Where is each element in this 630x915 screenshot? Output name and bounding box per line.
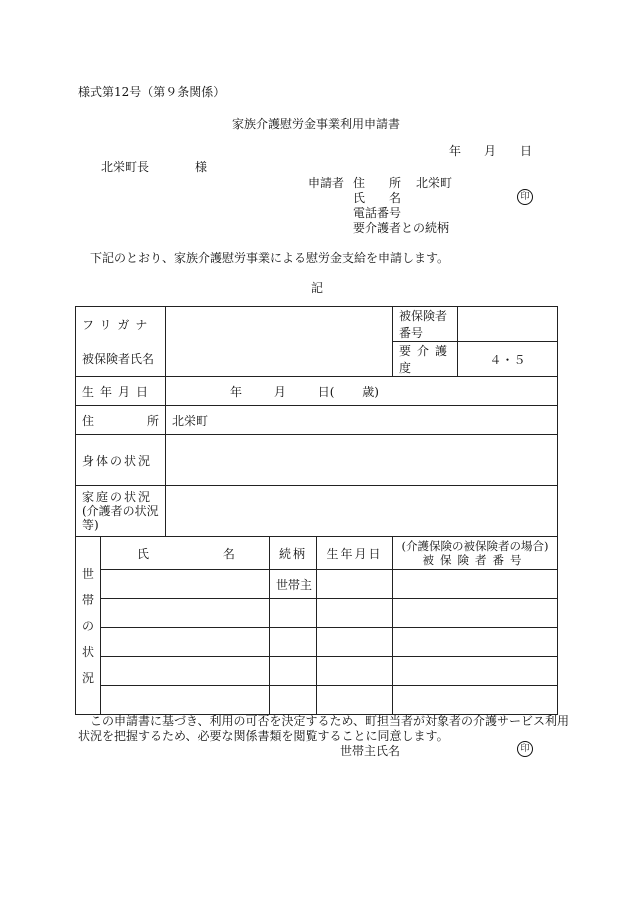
consent-text-line2: 状況を把握するため、必要な関係書類を閲覧することに同意します。 <box>78 729 449 743</box>
addressee-suffix: 様 <box>195 160 208 174</box>
household-relation-cell[interactable] <box>270 599 317 628</box>
date-year-label: 年 <box>449 144 462 158</box>
col-insured-header <box>393 537 558 570</box>
family-label-line3: 等) <box>82 518 99 532</box>
applicant-label: 申請者 <box>308 176 345 190</box>
insured-name-label: 被保険者氏名 <box>76 342 166 377</box>
birth-day-label: 日( <box>317 384 335 399</box>
household-name-cell[interactable] <box>101 570 270 599</box>
address-label-1: 住 <box>82 413 95 428</box>
physical-condition-cell[interactable] <box>166 435 558 486</box>
address-value[interactable]: 北栄町 <box>166 406 558 435</box>
col-name-2: 名 <box>222 546 235 561</box>
household-birth-cell[interactable] <box>317 599 393 628</box>
col-name-header <box>101 537 270 570</box>
household-char: 況 <box>81 670 94 685</box>
family-label-line2: (介護者の状況 <box>82 504 159 518</box>
insured-number-cell[interactable] <box>458 307 558 342</box>
household-insured-cell[interactable] <box>393 599 558 628</box>
physical-condition-label: 身体の状況 <box>76 435 166 486</box>
birth-age-label: 歳) <box>362 384 379 399</box>
head-of-household-name-label: 世帯主氏名 <box>340 744 401 758</box>
applicant-address-label: 住 所 <box>353 176 402 190</box>
household-birth-cell[interactable] <box>317 628 393 657</box>
form-number: 様式第12号（第９条関係） <box>78 85 226 99</box>
household-birth-cell[interactable] <box>317 657 393 686</box>
household-name-cell[interactable] <box>101 599 270 628</box>
date-month-label: 月 <box>484 144 497 158</box>
furigana-label: フリガナ <box>76 307 166 342</box>
family-condition-label <box>76 486 166 537</box>
household-insured-cell[interactable] <box>393 628 558 657</box>
household-char: 世 <box>81 566 94 581</box>
household-char: の <box>81 618 94 633</box>
family-condition-cell[interactable] <box>166 486 558 537</box>
household-insured-cell[interactable] <box>393 686 558 715</box>
household-name-cell[interactable] <box>101 657 270 686</box>
household-insured-cell[interactable] <box>393 570 558 599</box>
date-day-label: 日 <box>520 144 533 158</box>
col-insured-line1: (介護保険の被保険者の場合) <box>401 539 549 553</box>
col-name-1: 氏 <box>137 546 150 561</box>
care-level-value: ４・５ <box>458 342 558 377</box>
household-relation-cell[interactable] <box>270 686 317 715</box>
applicant-address-value: 北栄町 <box>416 176 453 190</box>
applicant-phone-label: 電話番号 <box>353 206 402 220</box>
col-relation-header: 続柄 <box>270 537 317 570</box>
application-table <box>75 306 558 715</box>
applicant-name-label: 氏 名 <box>353 191 402 205</box>
household-status-label <box>76 537 101 715</box>
household-row <box>76 628 558 657</box>
document-title: 家族介護慰労金事業利用申請書 <box>232 117 401 131</box>
consent-text-line1: この申請書に基づき、利用の可否を決定するため、町担当者が対象者の介護サービス利用 <box>90 714 570 728</box>
birthdate-cell[interactable] <box>166 377 558 406</box>
seal-icon: 印 <box>517 189 533 205</box>
birthdate-label: 生年月日 <box>76 377 166 406</box>
household-name-cell[interactable] <box>101 686 270 715</box>
family-label-line1: 家庭の状況 <box>82 490 153 504</box>
household-insured-cell[interactable] <box>393 657 558 686</box>
household-char: 帯 <box>81 592 94 607</box>
ki-label: 記 <box>311 281 324 295</box>
address-label <box>76 406 166 435</box>
household-row <box>76 599 558 628</box>
col-birthdate-header: 生年月日 <box>317 537 393 570</box>
col-insured-line2: 被保険者番号 <box>422 553 528 567</box>
household-row <box>76 657 558 686</box>
seal-icon: 印 <box>517 741 533 757</box>
household-birth-cell[interactable] <box>317 686 393 715</box>
applicant-relation-label: 要介護者との続柄 <box>353 221 450 235</box>
household-relation-cell[interactable] <box>270 628 317 657</box>
head-of-household-label: 世帯主 <box>270 570 317 599</box>
address-label-2: 所 <box>146 413 159 428</box>
care-level-label: 要介護度 <box>393 342 458 377</box>
birth-month-label: 月 <box>273 384 286 399</box>
household-relation-cell[interactable] <box>270 657 317 686</box>
birth-year-label: 年 <box>230 384 243 399</box>
intro-text: 下記のとおり、家族介護慰労事業による慰労金支給を申請します。 <box>90 251 450 265</box>
insured-number-label: 被保険者番号 <box>393 307 458 342</box>
household-char: 状 <box>81 644 94 659</box>
addressee: 北栄町長 <box>101 160 150 174</box>
household-row <box>76 686 558 715</box>
household-birth-cell[interactable] <box>317 570 393 599</box>
household-name-cell[interactable] <box>101 628 270 657</box>
insured-name-cell[interactable] <box>166 307 393 377</box>
household-row <box>76 570 558 599</box>
